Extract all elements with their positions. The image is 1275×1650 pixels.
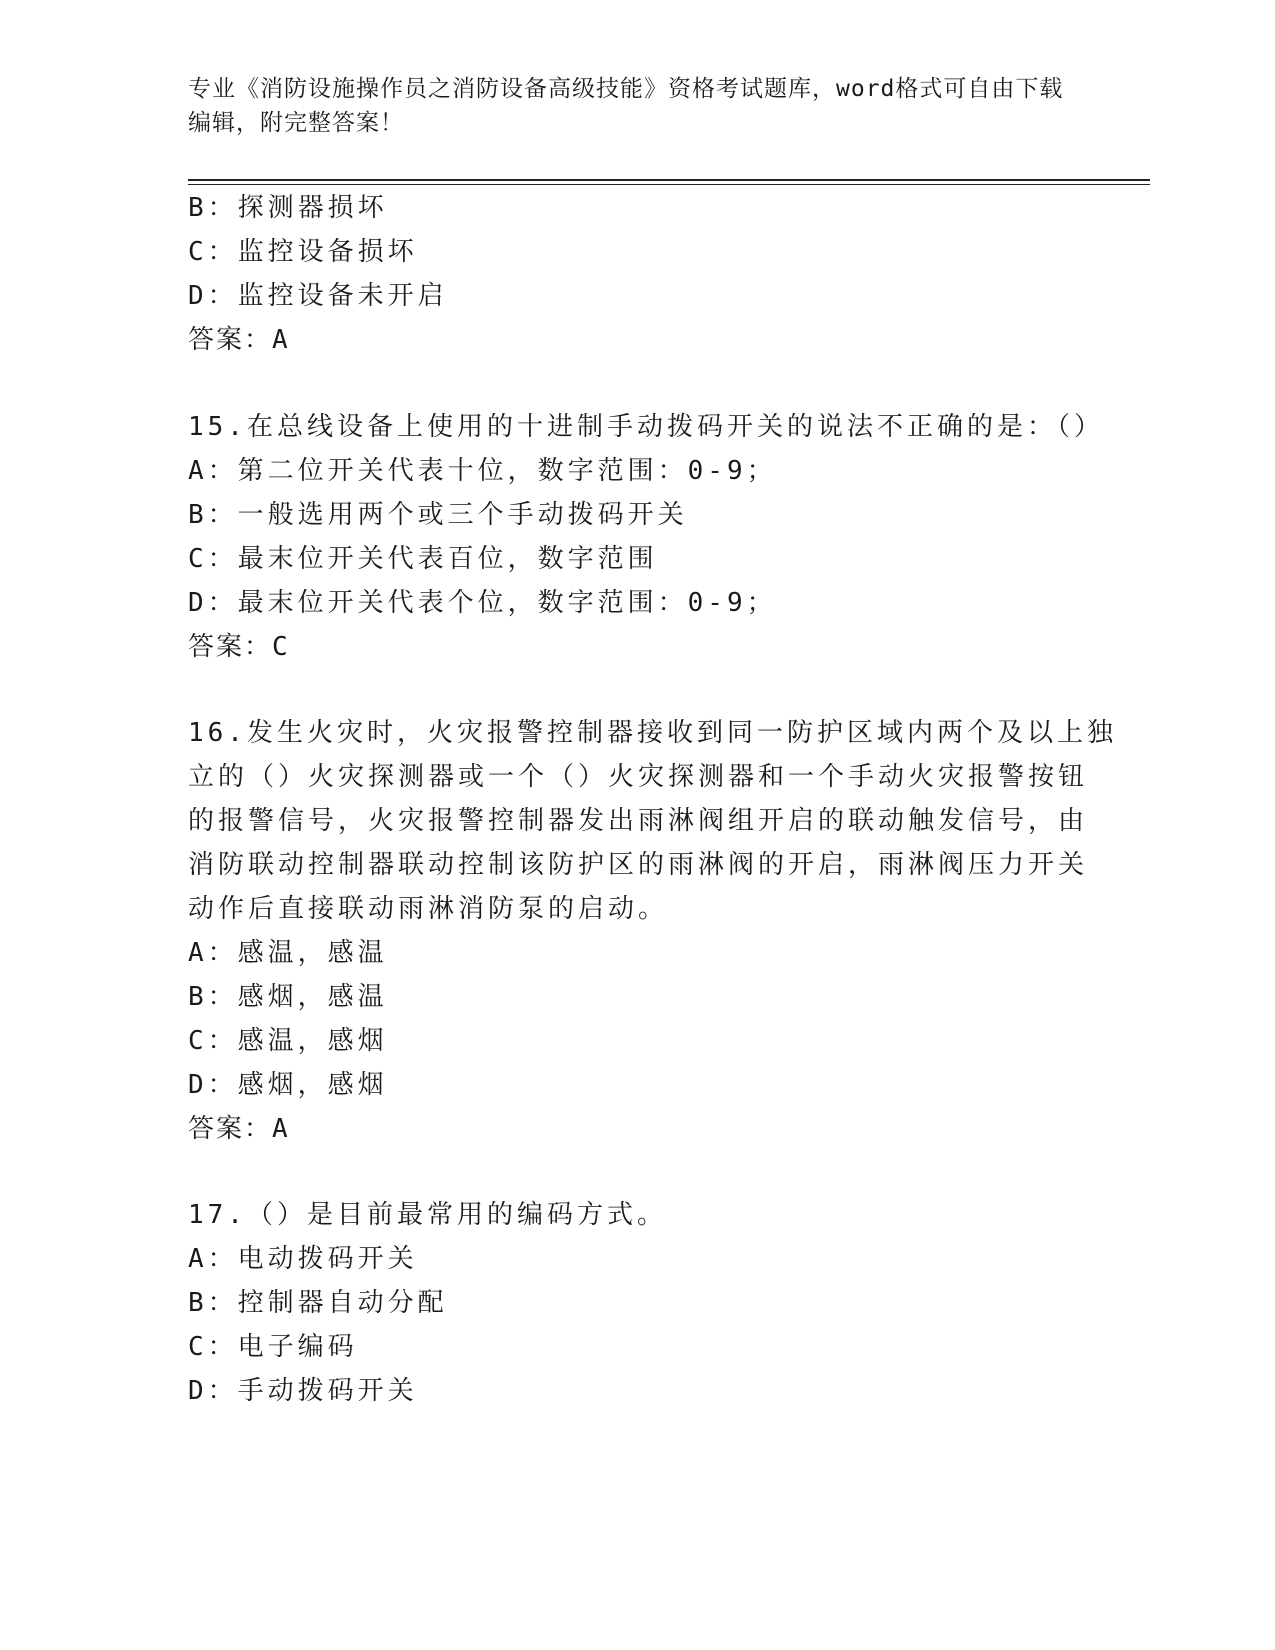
option-b: B：感烟，感温 — [188, 982, 388, 1012]
option-d: D：监控设备未开启 — [188, 281, 448, 311]
answer: 答案：A — [188, 1114, 290, 1144]
header-rule-thick — [188, 179, 1150, 181]
question-16-line-4: 消防联动控制器联动控制该防护区的雨淋阀的开启，雨淋阀压力开关 — [188, 850, 1089, 880]
answer: 答案：A — [188, 325, 290, 355]
option-c: C：电子编码 — [188, 1332, 358, 1362]
header-rule-thin — [188, 184, 1150, 185]
question-16-line-5: 动作后直接联动雨淋消防泵的启动。 — [188, 894, 669, 924]
option-d: D：感烟，感烟 — [188, 1070, 388, 1100]
option-c: C：最末位开关代表百位，数字范围 — [188, 544, 658, 574]
option-c: C：监控设备损坏 — [188, 237, 418, 267]
question-16-line-3: 的报警信号，火灾报警控制器发出雨淋阀组开启的联动触发信号，由 — [188, 806, 1089, 836]
option-b: B：探测器损坏 — [188, 193, 388, 223]
option-d: D：手动拨码开关 — [188, 1376, 418, 1406]
option-c: C：感温，感烟 — [188, 1026, 388, 1056]
option-a: A：感温，感温 — [188, 938, 388, 968]
option-a: A：第二位开关代表十位，数字范围：0-9； — [188, 456, 777, 486]
document-header: 专业《消防设施操作员之消防设备高级技能》资格考试题库，word格式可自由下载编辑，附完整答案！ — [188, 76, 1064, 136]
question-15: 15.在总线设备上使用的十进制手动拨码开关的说法不正确的是：（） — [188, 412, 1104, 442]
question-17: 17.（）是目前最常用的编码方式。 — [188, 1200, 667, 1230]
option-a: A：电动拨码开关 — [188, 1244, 418, 1274]
question-16-line-1: 16.发生火灾时，火灾报警控制器接收到同一防护区域内两个及以上独 — [188, 718, 1117, 748]
question-16-line-2: 立的（）火灾探测器或一个（）火灾探测器和一个手动火灾报警按钮 — [188, 762, 1089, 792]
option-b: B：一般选用两个或三个手动拨码开关 — [188, 500, 688, 530]
option-d: D：最末位开关代表个位，数字范围：0-9； — [188, 588, 777, 618]
option-b: B：控制器自动分配 — [188, 1288, 448, 1318]
answer: 答案：C — [188, 632, 290, 662]
